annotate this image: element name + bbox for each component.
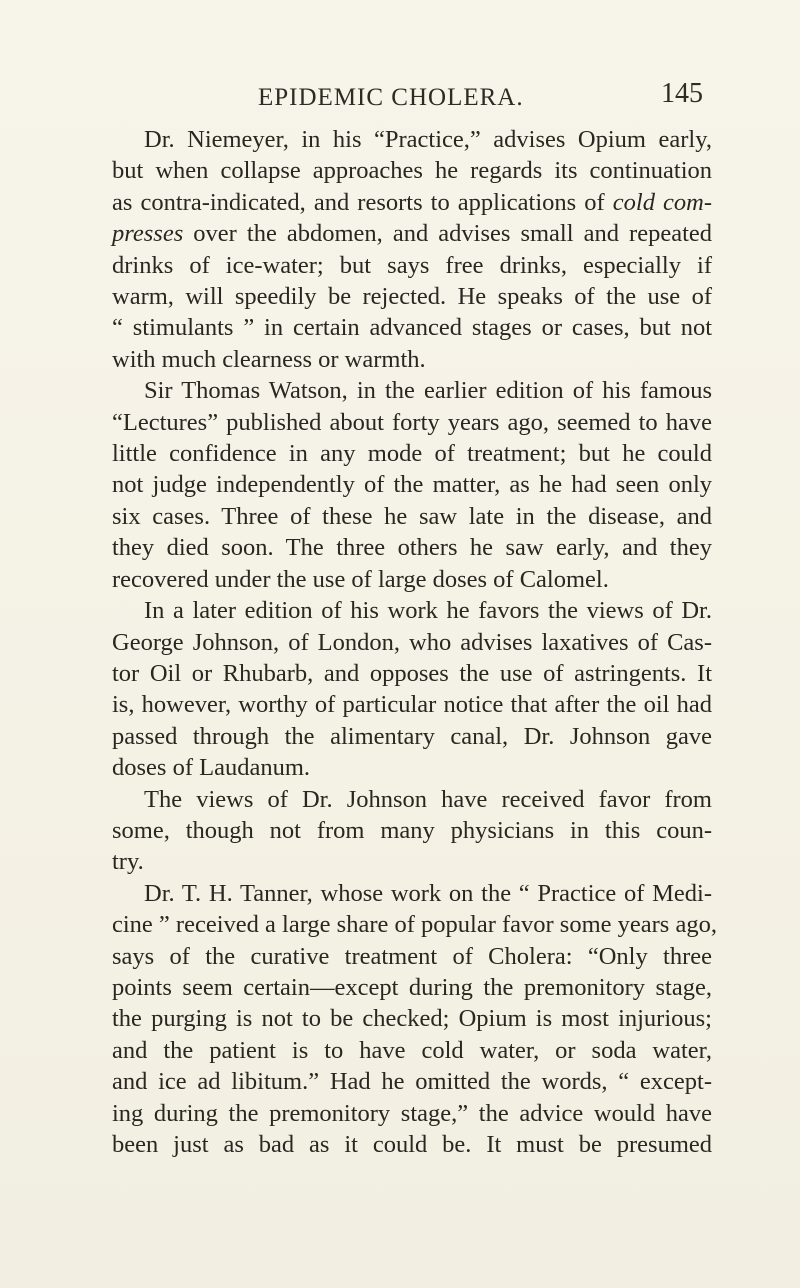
text-line: Dr. Niemeyer, in his “Practice,” advises Opium early, <box>144 126 712 153</box>
text-line: In a later edition of his work he favors the views of Dr. <box>144 597 712 625</box>
text-line: recovered under the use of large doses of Calomel. <box>112 565 609 593</box>
text-line: but when collapse approaches he regards its continuation <box>112 157 712 185</box>
paragraph-niemeyer <box>80 124 712 375</box>
text-line: George Johnson, of London, who advises laxatives of Cas- <box>112 628 712 656</box>
running-title: EPIDEMIC CHOLERA. <box>258 84 524 111</box>
text-line: and the patient is to have cold water, or soda water, <box>112 1036 712 1064</box>
text-line: Dr. T. H. Tanner, whose work on the “ Practice of Medi- <box>144 879 712 907</box>
text-line: been just as bad as it could be. It must be presumed <box>112 1131 712 1158</box>
text-line: The views of Dr. Johnson have received favor from <box>144 785 712 813</box>
text-line-rest: over the abdomen, and advises small and repeated <box>183 220 712 248</box>
text-line: “Lectures” published about forty years ago, seemed to have <box>112 408 712 436</box>
text-line: points seem certain—except during the premonitory stage, <box>112 973 712 1001</box>
text-line: little confidence in any mode of treatment; but he could <box>112 440 712 468</box>
paragraph-johnson <box>80 595 712 783</box>
text-line: drinks of ice-water; but says free drinks, especially if <box>112 251 712 279</box>
text-line: doses of Laudanum. <box>112 754 310 782</box>
text-line: they died soon. The three others he saw early, and they <box>112 534 712 562</box>
text-line: “ stimulants ” in certain advanced stages or cases, but not <box>112 314 712 342</box>
text-line: cine ” received a large share of popular favor some years ago, <box>112 911 717 939</box>
running-head <box>0 78 800 118</box>
paragraph-views <box>80 784 712 878</box>
text-line: some, though not from many physicians in this coun- <box>112 816 712 844</box>
paragraph-watson <box>80 375 712 595</box>
italic-word: presses <box>112 220 184 248</box>
text-line: warm, will speedily be rejected. He speaks of the use of <box>112 283 712 311</box>
text-line: with much clearness or warmth. <box>112 345 426 373</box>
text-line <box>80 218 712 249</box>
text-line: says of the curative treatment of Cholera: “Only three <box>112 942 712 970</box>
text-line: ing during the premonitory stage,” the advice would have <box>112 1099 712 1127</box>
text-line: passed through the alimentary canal, Dr. Johnson gave <box>112 722 712 750</box>
italic-phrase: cold com- <box>612 188 712 216</box>
text-line: not judge independently of the matter, as he had seen only <box>112 471 712 499</box>
text-line-start: as contra-indicated, and resorts to applications of <box>112 188 605 216</box>
text-line: Sir Thomas Watson, in the earlier edition of his famous <box>144 377 712 405</box>
text-line: six cases. Three of these he saw late in the disease, and <box>112 502 712 530</box>
body-text <box>80 124 717 1160</box>
paragraph-tanner <box>80 878 717 1161</box>
text-line: the purging is not to be checked; Opium is most injurious; <box>112 1005 712 1033</box>
text-line: and ice ad libitum.” Had he omitted the words, “ except- <box>112 1068 712 1096</box>
text-line: is, however, worthy of particular notice that after the oil had <box>112 691 712 719</box>
page-number: 145 <box>661 78 703 109</box>
text-line: tor Oil or Rhubarb, and opposes the use of astringents. It <box>112 659 712 687</box>
text-line: try. <box>112 848 144 876</box>
text-line <box>80 187 712 218</box>
